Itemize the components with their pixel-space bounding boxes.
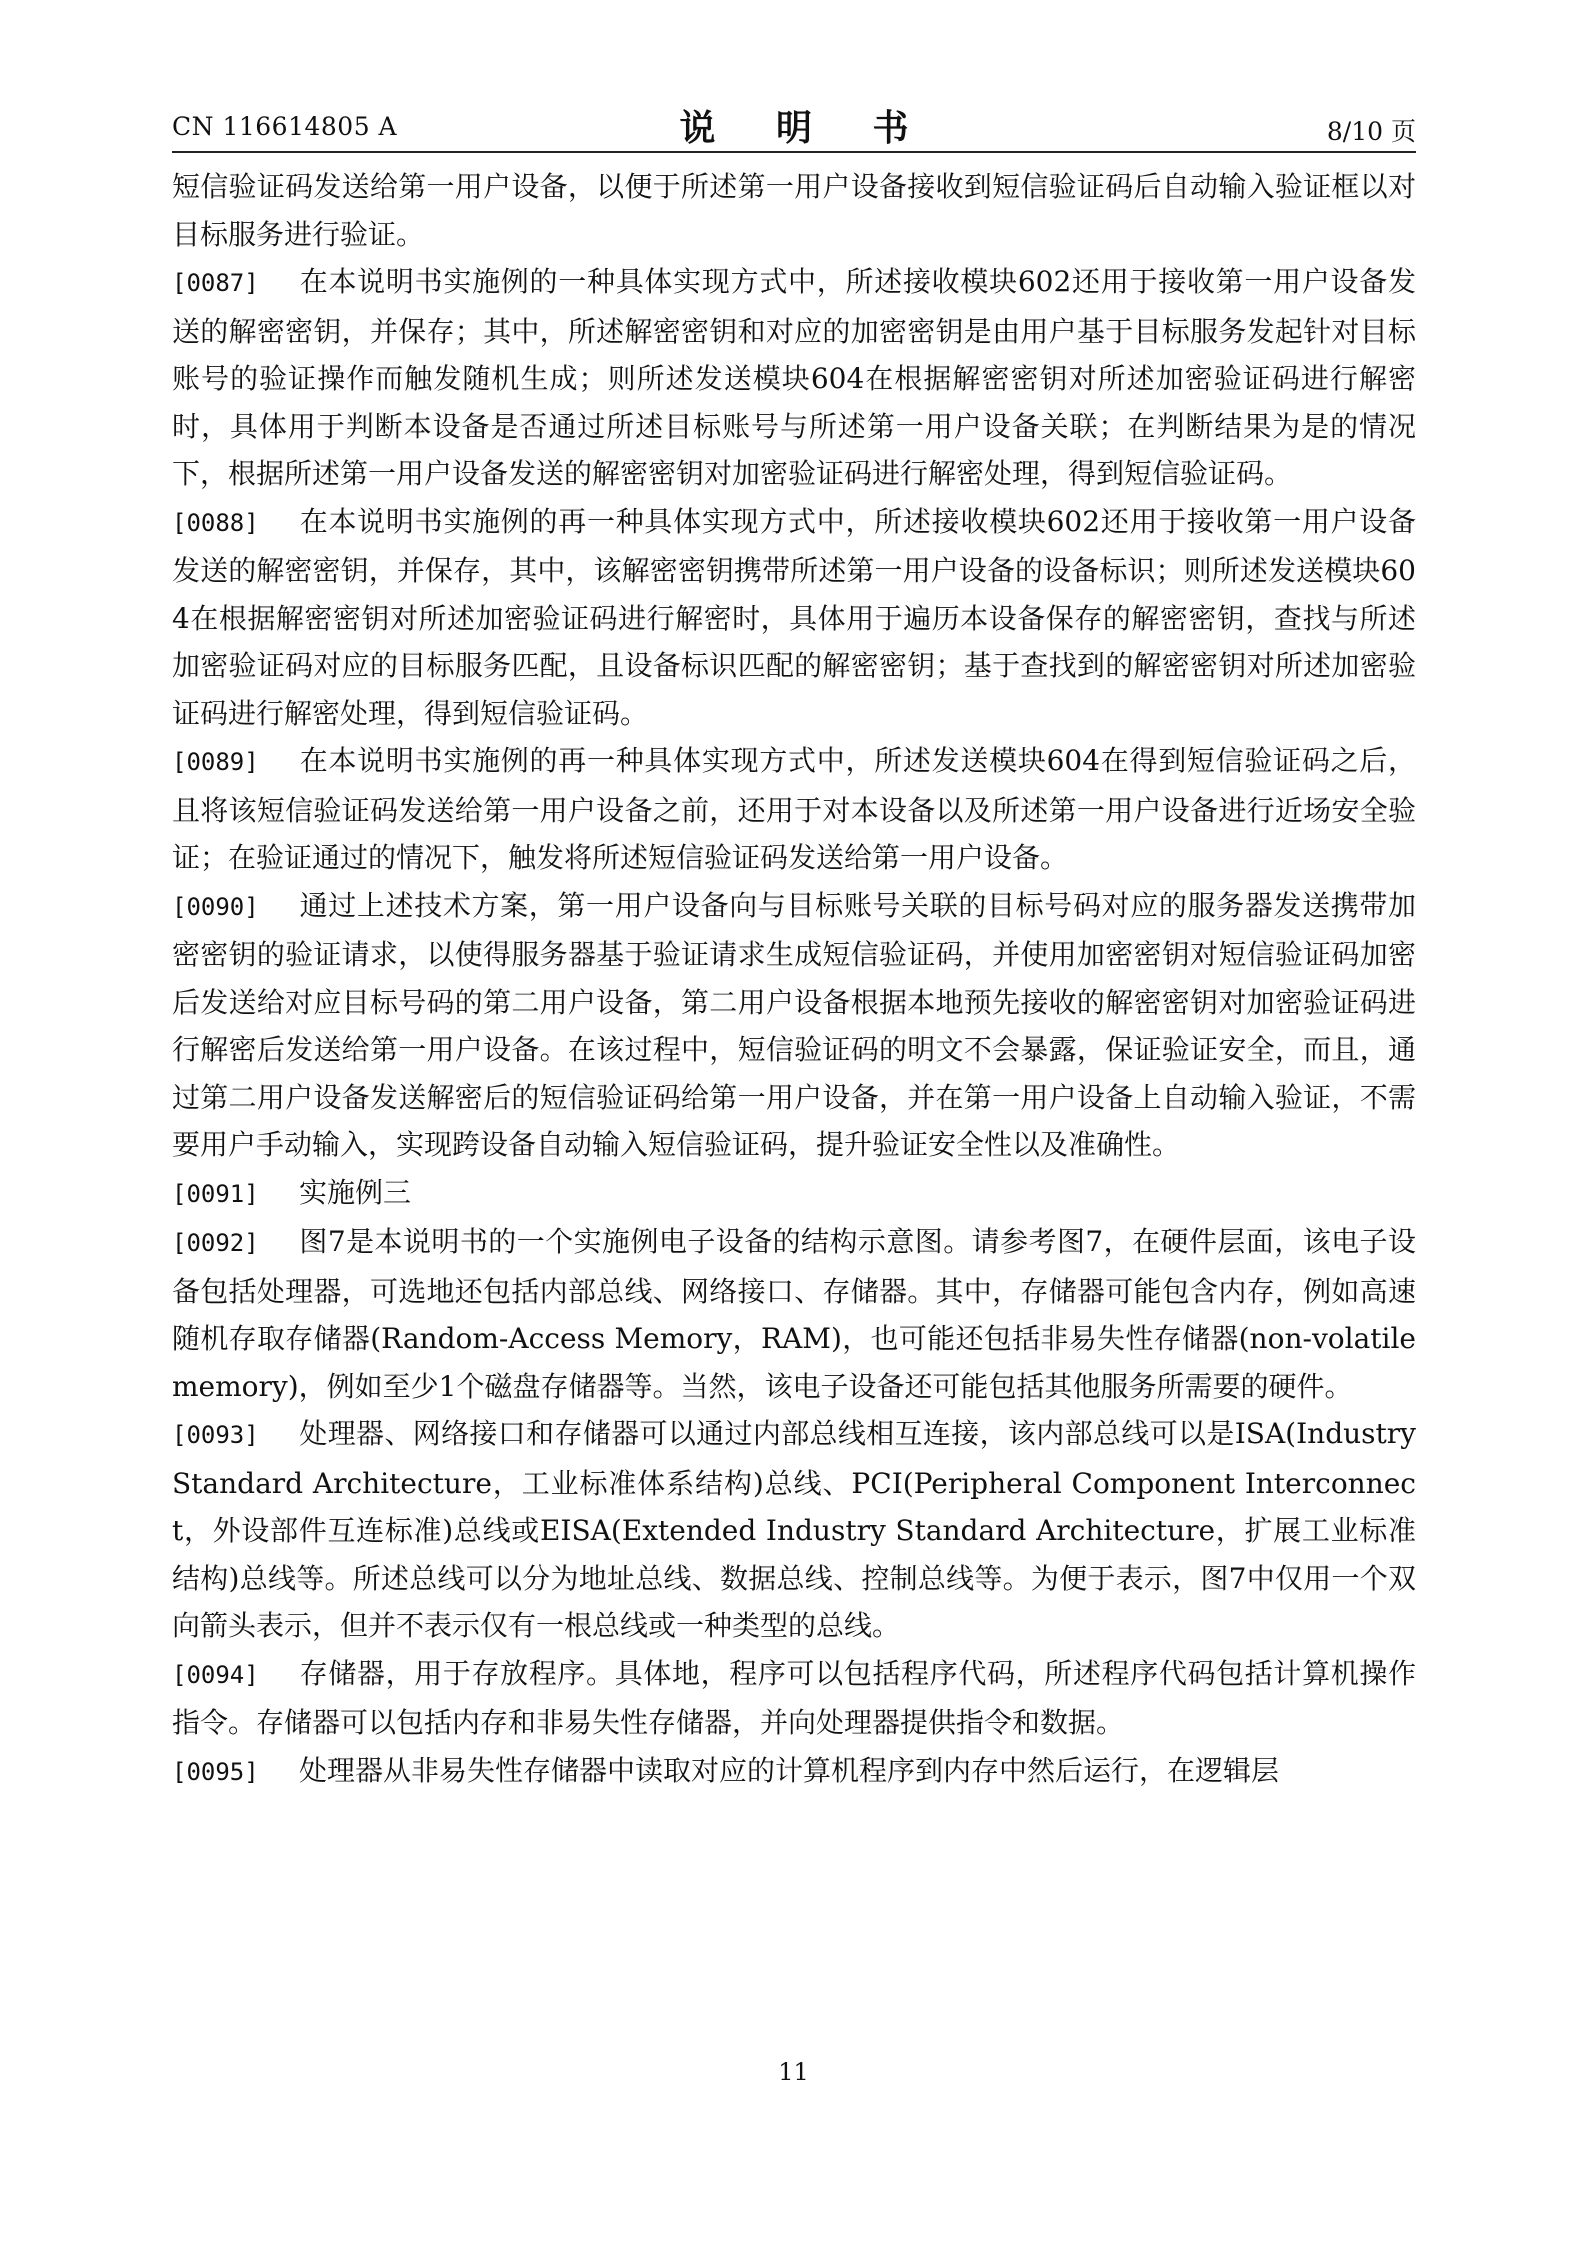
paragraph-0093 xyxy=(172,1410,1416,1650)
section-heading: 实施例三 xyxy=(299,1175,412,1209)
paragraph-0087 xyxy=(172,258,1416,498)
paragraph-0089 xyxy=(172,737,1416,882)
paragraph-number: [0092] xyxy=(172,1229,259,1257)
paragraph-number: [0089] xyxy=(172,748,259,776)
page-footer xyxy=(0,2058,1587,2086)
paragraph-text: 在本说明书实施例的一种具体实现方式中，所述接收模块602还用于接收第一用户设备发送的解密密钥，并保存；其中，所述解密密钥和对应的加密密钥是由用户基于目标服务发起针对目标账号的验证操作而触发随机生成；则所述发送模块604在根据解密密钥对所述加密验证码进行解密时，具体用于判断本设备是否通过所述目标账号与所述第一用户设备关联；在判断结果为是的情况下，根据所述第一用户设备发送的解密密钥对加密验证码进行解密处理，得到短信验证码。 xyxy=(172,265,1416,490)
page-title: 说 明 书 xyxy=(679,107,933,149)
paragraph-0092 xyxy=(172,1218,1416,1410)
paragraph-number: [0094] xyxy=(172,1660,259,1689)
paragraph-text: 处理器、网络接口和存储器可以通过内部总线相互连接，该内部总线可以是ISA(Industry Standard Architecture，工业标准体系结构)总线、PCI(Peripheral Component Interconnect，外设部件互连标准)总线或EISA(Extended Industry Standard Architecture，扩展工业标准结构)总线等。所述总线可以分为地址总线、数据总线、控制总线等。为便于表示，图7中仅用一个双向箭头表示，但并不表示仅有一根总线或一种类型的总线。 xyxy=(172,1417,1416,1642)
paragraph-0091 xyxy=(172,1169,1416,1219)
paragraph-number: [0091] xyxy=(172,1179,259,1208)
paragraph-number: [0088] xyxy=(172,508,259,537)
paragraph-text: 图7是本说明书的一个实施例电子设备的结构示意图。请参考图7，在硬件层面，该电子设备包括处理器，可选地还包括内部总线、网络接口、存储器。其中，存储器可能包含内存，例如高速随机存取存储器(Random-Access Memory，RAM)，也可能还包括非易失性存储器(non-volatile memory)，例如至少1个磁盘存储器等。当然，该电子设备还可能包括其他服务所需要的硬件。 xyxy=(172,1225,1416,1403)
doc-number: CN 116614805 A xyxy=(172,112,398,141)
document-body xyxy=(172,163,1416,1796)
page-indicator: 8/10 页 xyxy=(1326,117,1416,146)
paragraph-text: 短信验证码发送给第一用户设备，以便于所述第一用户设备接收到短信验证码后自动输入验证框以对目标服务进行验证。 xyxy=(172,170,1416,251)
paragraph-text: 存储器，用于存放程序。具体地，程序可以包括程序代码，所述程序代码包括计算机操作指令。存储器可以包括内存和非易失性存储器，并向处理器提供指令和数据。 xyxy=(172,1656,1416,1739)
paragraph-number: [0095] xyxy=(172,1757,259,1786)
paragraph-0095 xyxy=(172,1747,1416,1797)
paragraph-text: 在本说明书实施例的再一种具体实现方式中，所述发送模块604在得到短信验证码之后，且将该短信验证码发送给第一用户设备之前，还用于对本设备以及所述第一用户设备进行近场安全验证；在验证通过的情况下，触发将所述短信验证码发送给第一用户设备。 xyxy=(172,744,1416,874)
paragraph-0088 xyxy=(172,498,1416,738)
paragraph-0094 xyxy=(172,1650,1416,1747)
paragraph-text: 在本说明书实施例的再一种具体实现方式中，所述接收模块602还用于接收第一用户设备发送的解密密钥，并保存，其中，该解密密钥携带所述第一用户设备的设备标识；则所述发送模块604在根据解密密钥对所述加密验证码进行解密时，具体用于遍历本设备保存的解密密钥，查找与所述加密验证码对应的目标服务匹配，且设备标识匹配的解密密钥；基于查找到的解密密钥对所述加密验证码进行解密处理，得到短信验证码。 xyxy=(172,504,1416,730)
page-number: 11 xyxy=(778,2058,809,2086)
paragraph-0090 xyxy=(172,882,1416,1169)
paragraph-number: [0087] xyxy=(172,269,259,297)
paragraph-number: [0090] xyxy=(172,892,259,921)
header-divider xyxy=(172,151,1416,153)
continuation-paragraph xyxy=(172,163,1416,258)
paragraph-text: 通过上述技术方案，第一用户设备向与目标账号关联的目标号码对应的服务器发送携带加密密钥的验证请求，以使得服务器基于验证请求生成短信验证码，并使用加密密钥对短信验证码加密后发送给对应目标号码的第二用户设备，第二用户设备根据本地预先接收的解密密钥对加密验证码进行解密后发送给第一用户设备。在该过程中，短信验证码的明文不会暴露，保证验证安全，而且，通过第二用户设备发送解密后的短信验证码给第一用户设备，并在第一用户设备上自动输入验证，不需要用户手动输入，实现跨设备自动输入短信验证码，提升验证安全性以及准确性。 xyxy=(172,888,1416,1161)
page-header xyxy=(172,100,1416,148)
paragraph-text: 处理器从非易失性存储器中读取对应的计算机程序到内存中然后运行，在逻辑层 xyxy=(299,1753,1280,1787)
paragraph-number: [0093] xyxy=(172,1421,259,1449)
